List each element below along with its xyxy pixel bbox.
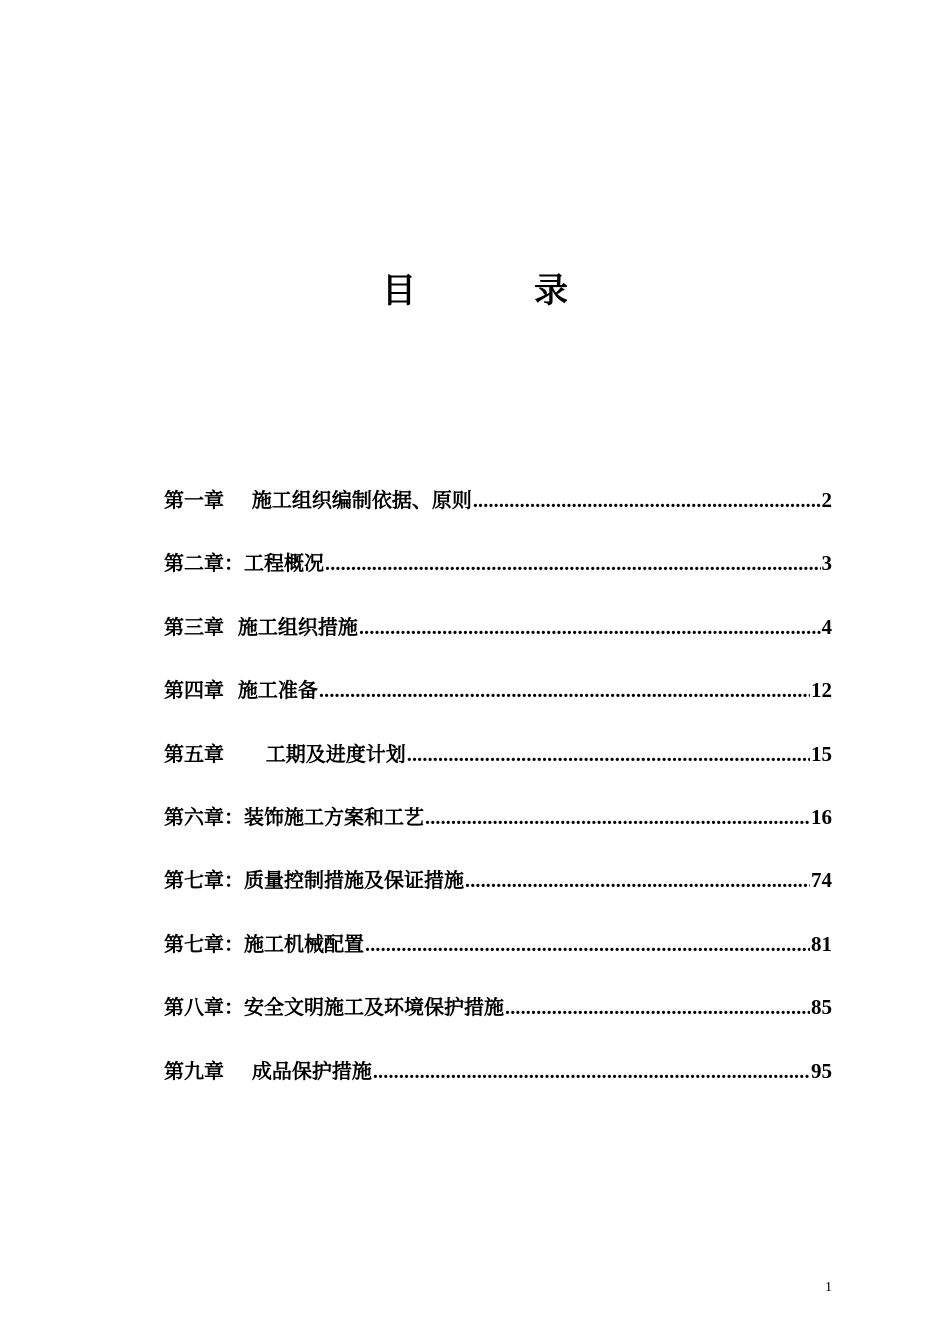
toc-entry-page-number: 85 bbox=[811, 995, 832, 1020]
toc-entry-chapter-4[interactable] bbox=[164, 670, 832, 733]
toc-entry-page-number: 12 bbox=[811, 678, 832, 703]
toc-entry-label: 第七章：施工机械配置 bbox=[164, 931, 364, 956]
toc-entry-chapter-6[interactable] bbox=[164, 797, 832, 860]
toc-dot-leader bbox=[365, 925, 810, 965]
toc-entry-chapter-1[interactable] bbox=[164, 480, 832, 543]
toc-entry-page-number: 16 bbox=[811, 804, 832, 829]
footer-page-number: 1 bbox=[825, 1280, 832, 1295]
toc-entry-page-number: 2 bbox=[821, 488, 832, 512]
toc-dot-leader bbox=[505, 988, 810, 1028]
toc-entry-label: 第七章：质量控制措施及保证措施 bbox=[164, 868, 464, 893]
toc-dot-leader bbox=[425, 798, 810, 838]
toc-entry-chapter-7a[interactable] bbox=[164, 860, 832, 923]
toc-title bbox=[0, 268, 950, 314]
toc-entry-label: 第四章 施工准备 bbox=[164, 678, 318, 703]
toc-entry-chapter-9[interactable] bbox=[164, 1051, 832, 1114]
toc-entry-page-number: 4 bbox=[821, 614, 832, 639]
toc-entry-page-number: 3 bbox=[821, 551, 832, 576]
toc-dot-leader bbox=[465, 861, 810, 901]
table-of-contents bbox=[164, 480, 832, 1114]
toc-entry-label: 第八章：安全文明施工及环境保护措施 bbox=[164, 995, 504, 1020]
toc-entry-page-number: 81 bbox=[811, 931, 832, 956]
toc-entry-chapter-5[interactable] bbox=[164, 734, 832, 797]
toc-title-char-1: 目 bbox=[382, 271, 416, 311]
toc-entry-chapter-8[interactable] bbox=[164, 987, 832, 1050]
toc-dot-leader bbox=[325, 544, 821, 584]
toc-entry-page-number: 15 bbox=[811, 741, 832, 766]
toc-entry-label: 第五章 工期及进度计划 bbox=[164, 741, 406, 766]
toc-entry-label: 第一章 施工组织编制依据、原则 bbox=[164, 488, 472, 512]
toc-dot-leader bbox=[319, 671, 810, 711]
toc-dot-leader bbox=[359, 608, 821, 648]
toc-entry-label: 第九章 成品保护措施 bbox=[164, 1058, 372, 1083]
toc-entry-label: 第六章：装饰施工方案和工艺 bbox=[164, 804, 424, 829]
toc-entry-chapter-3[interactable] bbox=[164, 607, 832, 670]
toc-title-char-2: 录 bbox=[534, 271, 568, 311]
toc-dot-leader bbox=[407, 735, 810, 775]
toc-entry-page-number: 95 bbox=[811, 1058, 832, 1083]
toc-entry-label: 第二章：工程概况 bbox=[164, 551, 324, 576]
toc-entry-label: 第三章 施工组织措施 bbox=[164, 614, 358, 639]
toc-entry-chapter-7b[interactable] bbox=[164, 924, 832, 987]
toc-dot-leader bbox=[473, 481, 821, 521]
toc-dot-leader bbox=[373, 1052, 810, 1092]
toc-entry-page-number: 74 bbox=[811, 868, 832, 893]
toc-entry-chapter-2[interactable] bbox=[164, 543, 832, 606]
